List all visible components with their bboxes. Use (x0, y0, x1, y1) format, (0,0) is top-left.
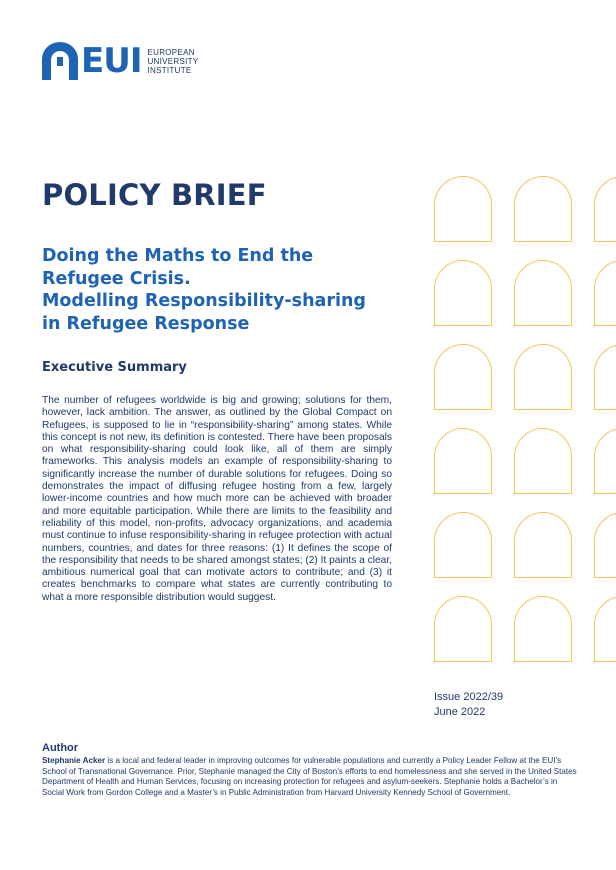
executive-summary-text: The number of refugees worldwide is big and growing; solutions for them, however, lack ambition. The answer, as outlined by the Global Compact on Refugees, is supposed to lie in “responsibility-sharing” among states. While this concept is not new, its definition is contested. There have been proposals on what responsibility-sharing could look like, all of them are simply frameworks. This analysis models an example of responsibility-sharing to significantly increase the number of durable solutions for refugees. Doing so demonstrates the impact of diffusing refugee hosting from a few, largely lower-income countries and how much more can be achieved with broader and more equitable participation. While there are limits to the feasibility and reliability of this model, non-profits, advocacy organizations, and academia must continue to infuse responsibility-sharing in refugee protection with actual numbers, countries, and dates for three reasons: (1) It defines the scope of the responsibility that needs to be shared amongst states; (2) It paints a clear, ambitious numerical goal that can motivate actors to contribute; and (3) it creates benchmarks to compare what states are currently contributing to what a more responsible distribution would suggest. (42, 395, 392, 603)
logo-wordmark: EUI (81, 41, 142, 81)
eui-logo (42, 42, 199, 80)
executive-summary-heading: Executive Summary (42, 360, 187, 375)
arch-shape (514, 428, 572, 494)
author-bio-text: is a local and federal leader in improving outcomes for vulnerable populations and currently a Policy Leader Fellow at the EUI’s School of Transnational Governance. Prior, Stephanie managed the City of Boston’s efforts to end homelessness and she served in the United States Department of Health and Human Services, focusing on increasing protection for refugees and asylum-seekers. Stephanie holds a Bachelor’s in Social Work from Gordon College and a Master’s in Public Administration from Harvard University Kennedy School of Government. (42, 756, 577, 797)
institution-line: EUROPEAN (147, 47, 195, 57)
arch-shape (434, 428, 492, 494)
title-line: in Refugee Response (42, 313, 250, 334)
title-line: Modelling Responsibility-sharing (42, 291, 366, 311)
eui-arch-logo-icon (42, 42, 78, 80)
arch-shape (594, 428, 616, 494)
issue-number: Issue 2022/39 (434, 691, 504, 703)
arch-shape (434, 344, 492, 410)
issue-info (434, 690, 503, 720)
author-heading: Author (42, 742, 79, 754)
decorative-arch-pattern (434, 176, 616, 676)
document-title (42, 245, 402, 335)
arch-shape (514, 344, 572, 410)
title-line: Refugee Crisis. (42, 268, 191, 289)
arch-shape (434, 176, 492, 242)
arch-shape (594, 176, 616, 242)
issue-date: June 2022 (434, 706, 486, 718)
arch-shape (434, 596, 492, 662)
arch-shape (514, 176, 572, 242)
arch-shape (514, 512, 572, 578)
arch-shape (594, 344, 616, 410)
author-name: Stephanie Acker (42, 756, 106, 765)
institution-line: INSTITUTE (147, 65, 192, 75)
arch-shape (594, 260, 616, 326)
arch-shape (514, 596, 572, 662)
institution-line: UNIVERSITY (147, 56, 199, 66)
document-type: POLICY BRIEF (42, 178, 267, 212)
arch-shape (594, 596, 616, 662)
title-line: Doing the Maths to End the (42, 246, 314, 266)
arch-shape (514, 260, 572, 326)
arch-shape (434, 260, 492, 326)
author-bio (42, 756, 578, 798)
institution-name (147, 48, 198, 75)
arch-shape (594, 512, 616, 578)
arch-shape (434, 512, 492, 578)
